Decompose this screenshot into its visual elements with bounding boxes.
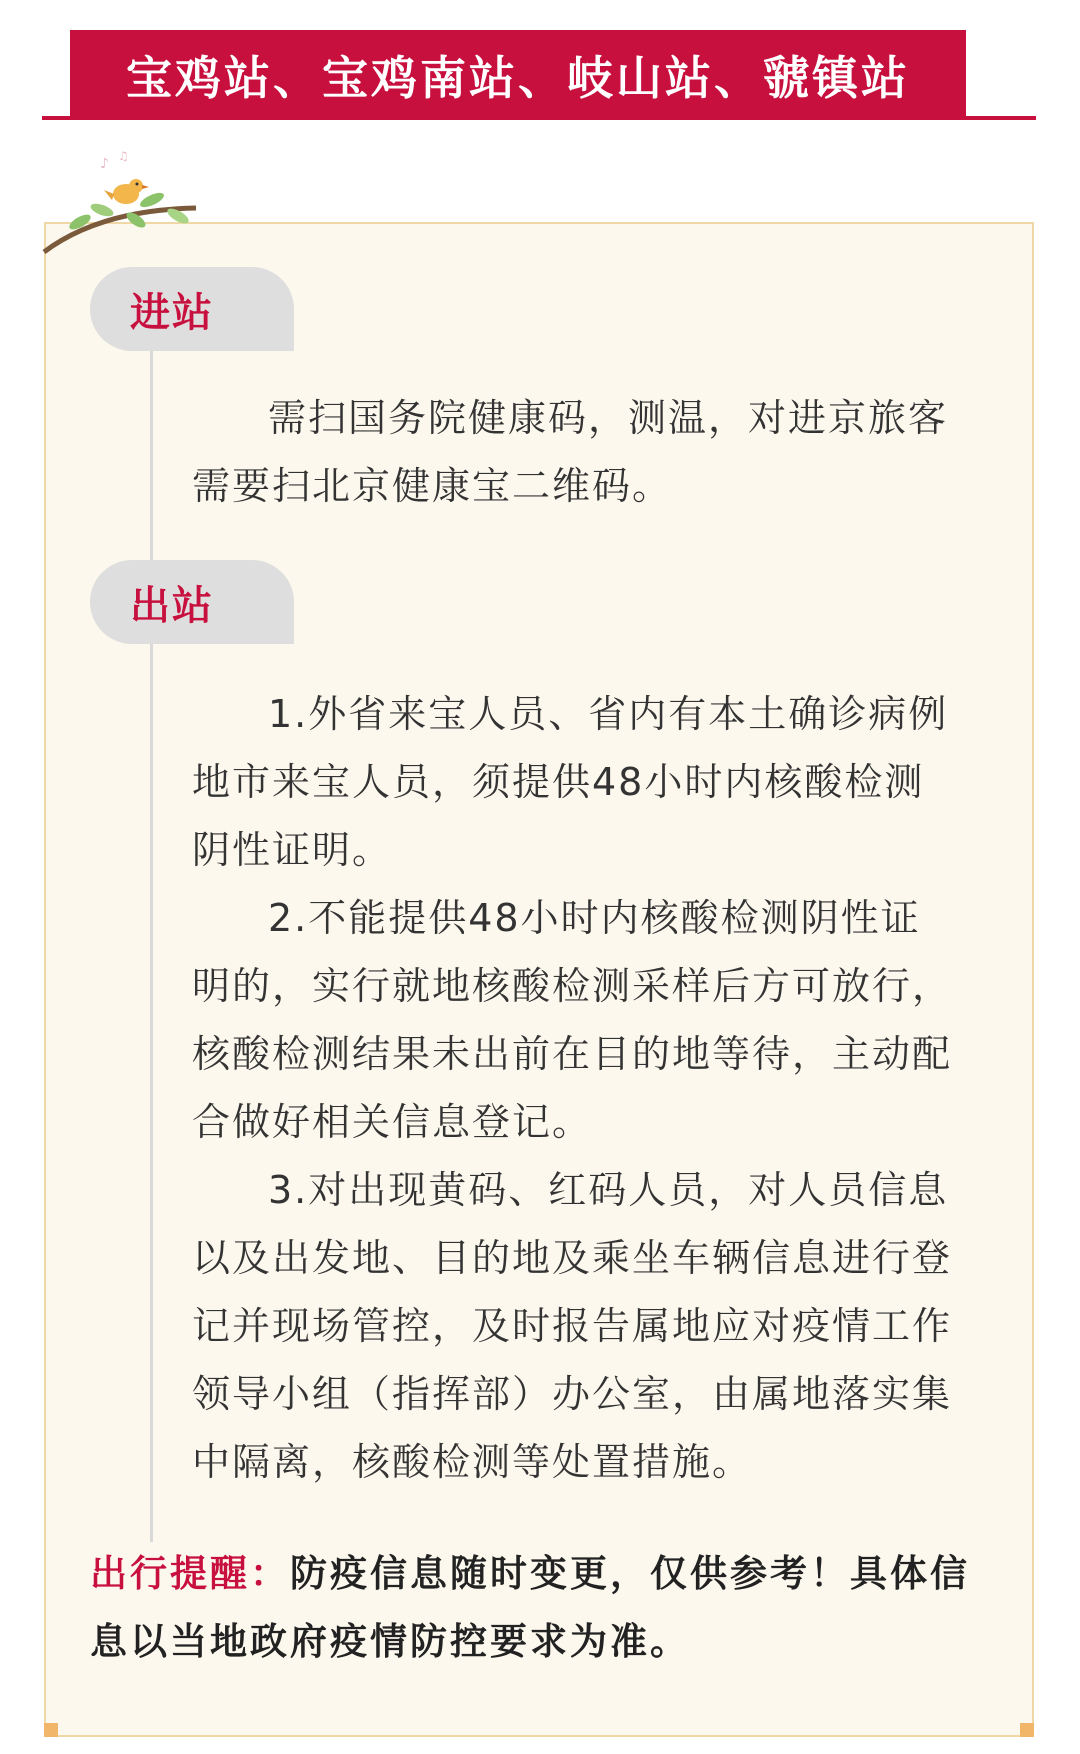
page-title: 宝鸡站、宝鸡南站、岐山站、虢镇站 [70,30,966,120]
section-tab-exit: 出站 [90,560,294,644]
bird-on-branch-icon [40,150,200,260]
travel-reminder [90,1540,990,1676]
title-underline [42,116,1036,120]
svg-text:♫: ♫ [118,150,129,163]
exit-paragraph-1: 1.外省来宝人员、省内有本土确诊病例地市来宝人员，须提供48小时内核酸检测阴性证明。 [192,692,949,872]
timeline-line [150,350,153,1542]
entry-paragraph: 需扫国务院健康码，测温，对进京旅客需要扫北京健康宝二维码。 [192,396,949,508]
reminder-label: 出行提醒： [90,1552,290,1595]
section-tab-entry: 进站 [90,267,294,351]
svg-text:♪: ♪ [100,156,109,172]
corner-ornament-right [1020,1723,1034,1737]
exit-paragraph-2: 2.不能提供48小时内核酸检测阴性证明的，实行就地核酸检测采样后方可放行，核酸检测结果未出前在目的地等待，主动配合做好相关信息登记。 [192,896,953,1144]
exit-paragraph-3: 3.对出现黄码、红码人员，对人员信息以及出发地、目的地及乘坐车辆信息进行登记并现场管控，及时报告属地应对疫情工作领导小组（指挥部）办公室，由属地落实集中隔离，核酸检测等处置措施。 [192,1168,953,1484]
reminder-text: 防疫信息随时变更，仅供参考！具体信息以当地政府疫情防控要求为准。 [90,1552,970,1663]
corner-ornament-left [44,1723,58,1737]
